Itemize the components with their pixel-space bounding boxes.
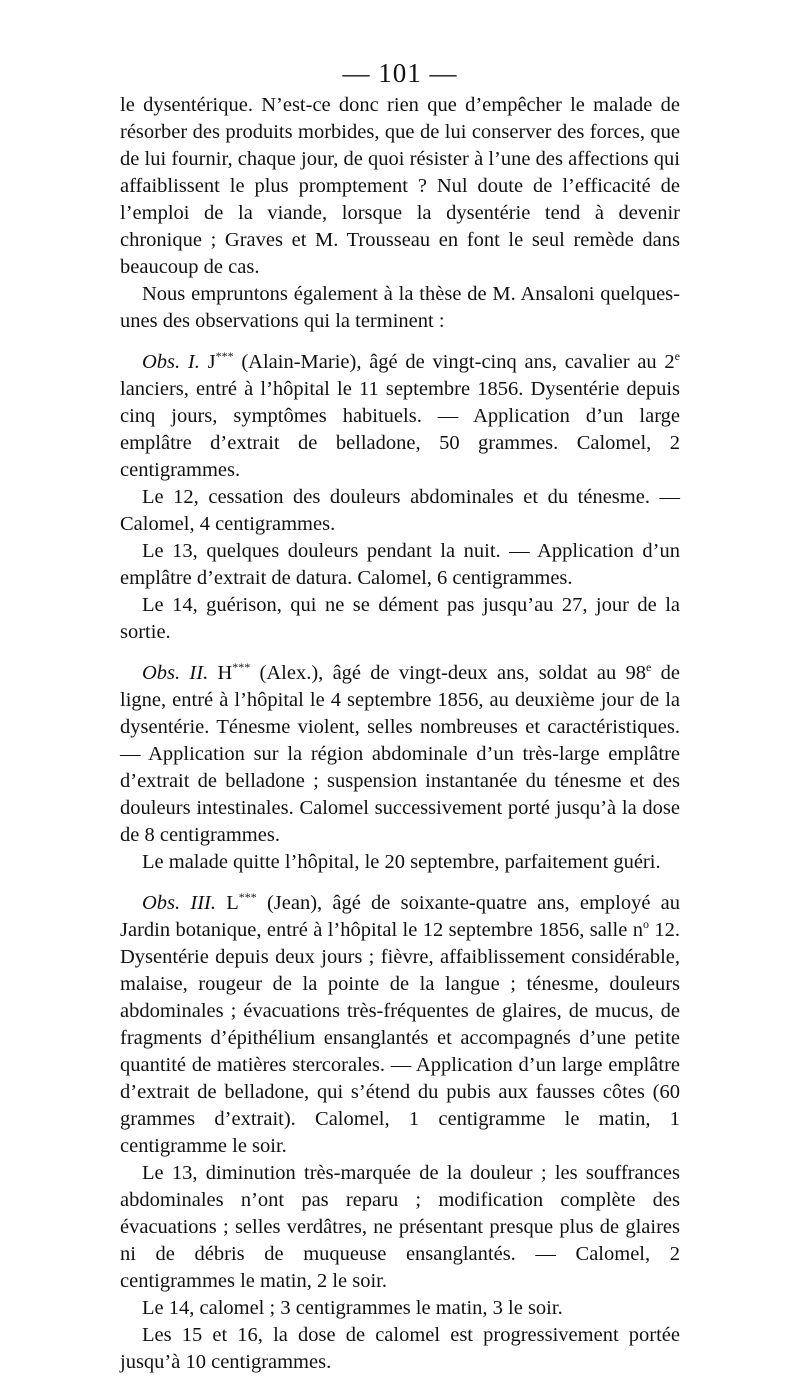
patient-initial: L	[226, 892, 239, 914]
paragraph-continuation: le dysentérique. N’est-ce donc rien que d’empêcher le malade de résorber des produits morbides, que de lui conserver des forces, que de lui fournir, chaque jour, de quoi résister à l’une des affections qui affaiblissent le plus promptement ? Nul doute de l’efficacité de l’emploi de la viande, lorsque la dysentérie tend à devenir chronique ; Graves et M. Trousseau en font le seul remède dans beaucoup de cas.	[120, 94, 680, 278]
body-text	[120, 92, 680, 1376]
page-number: — 101 —	[342, 58, 458, 88]
patient-initial: H	[217, 662, 233, 684]
observation-text: de ligne, entré à l’hôpital le 4 septembre 1856, au deuxième jour de la dysentérie. Ténesme violent, selles nombreuses et caractéristiques. — Application sur la région abdominale d’un très-large emplâtre d’extrait de belladone ; suspension instantanée du ténesme et des douleurs intestinales. Calomel successivement porté jusqu’à la dose de 8 centigrammes.	[120, 662, 680, 846]
followup: Le 12, cessation des douleurs abdominales et du ténesme. — Calomel, 4 centigrammes.	[120, 486, 680, 535]
patient-initial-sup: ***	[232, 660, 251, 675]
paragraph-intro: Nous empruntons également à la thèse de M. Ansaloni quelques-unes des observations qui la terminent :	[120, 283, 680, 332]
observation-1	[120, 349, 680, 484]
observation-3	[120, 890, 680, 1160]
followup: Le 14, guérison, qui ne se dément pas jusqu’au 27, jour de la sortie.	[120, 594, 680, 643]
ordinal-sup: o	[642, 917, 649, 932]
followup: Le malade quitte l’hôpital, le 20 septembre, parfaitement guéri.	[142, 851, 661, 873]
patient-initial-sup: ***	[215, 349, 234, 364]
observation-text: lanciers, entré à l’hôpital le 11 septembre 1856. Dysentérie depuis cinq jours, symptômes habituels. — Application d’un large emplâtre d’extrait de belladone, 50 grammes. Calomel, 2 centigrammes.	[120, 378, 680, 481]
ordinal-sup: e	[674, 349, 680, 364]
followup: Les 15 et 16, la dose de calomel est progressivement portée jusqu’à 10 centigrammes.	[120, 1324, 680, 1373]
followup: Le 13, diminution très-marquée de la douleur ; les souffrances abdominales n’ont pas reparu ; modification complète des évacuations ; selles verdâtres, ne présentant presque plus de glaires ni de débris de muqueuse ensanglantés. — Calomel, 2 centigrammes le matin, 2 le soir.	[120, 1162, 680, 1292]
observation-label: Obs. II.	[142, 662, 209, 684]
observation-lead: (Alain-Marie), âgé de vingt-cinq ans, cavalier au 2	[233, 351, 675, 373]
patient-initial: J	[207, 351, 216, 373]
observation-label: Obs. I.	[142, 351, 200, 373]
followup: Le 13, quelques douleurs pendant la nuit. — Application d’un emplâtre d’extrait de datura. Calomel, 6 centigrammes.	[120, 540, 680, 589]
ordinal-sup: e	[646, 660, 652, 675]
patient-initial-sup: ***	[238, 890, 257, 905]
observation-label: Obs. III.	[142, 892, 216, 914]
observation-lead: (Alex.), âgé de vingt-deux ans, soldat au 98	[250, 662, 647, 684]
observation-lead: (Jean), âgé de soixante-quatre ans, employé au Jardin botanique, entré à l’hôpital le 12 septembre 1856, salle n	[120, 892, 680, 941]
observation-2	[120, 660, 680, 849]
observation-text: 12. Dysentérie depuis deux jours ; fièvre, affaiblissement considérable, malaise, rougeur de la pointe de la langue ; ténesme, douleurs abdominales ; évacuations très-fréquentes de glaires, de mucus, de fragments d’épithélium ensanglantés et accompagnés d’une petite quantité de matières stercorales. — Application d’un large emplâtre d’extrait de belladone, qui s’étend du pubis aux fausses côtes (60 grammes d’extrait). Calomel, 1 centigramme le matin, 1 centigramme le soir.	[120, 919, 680, 1157]
followup: Le 14, calomel ; 3 centigrammes le matin, 3 le soir.	[142, 1297, 563, 1319]
